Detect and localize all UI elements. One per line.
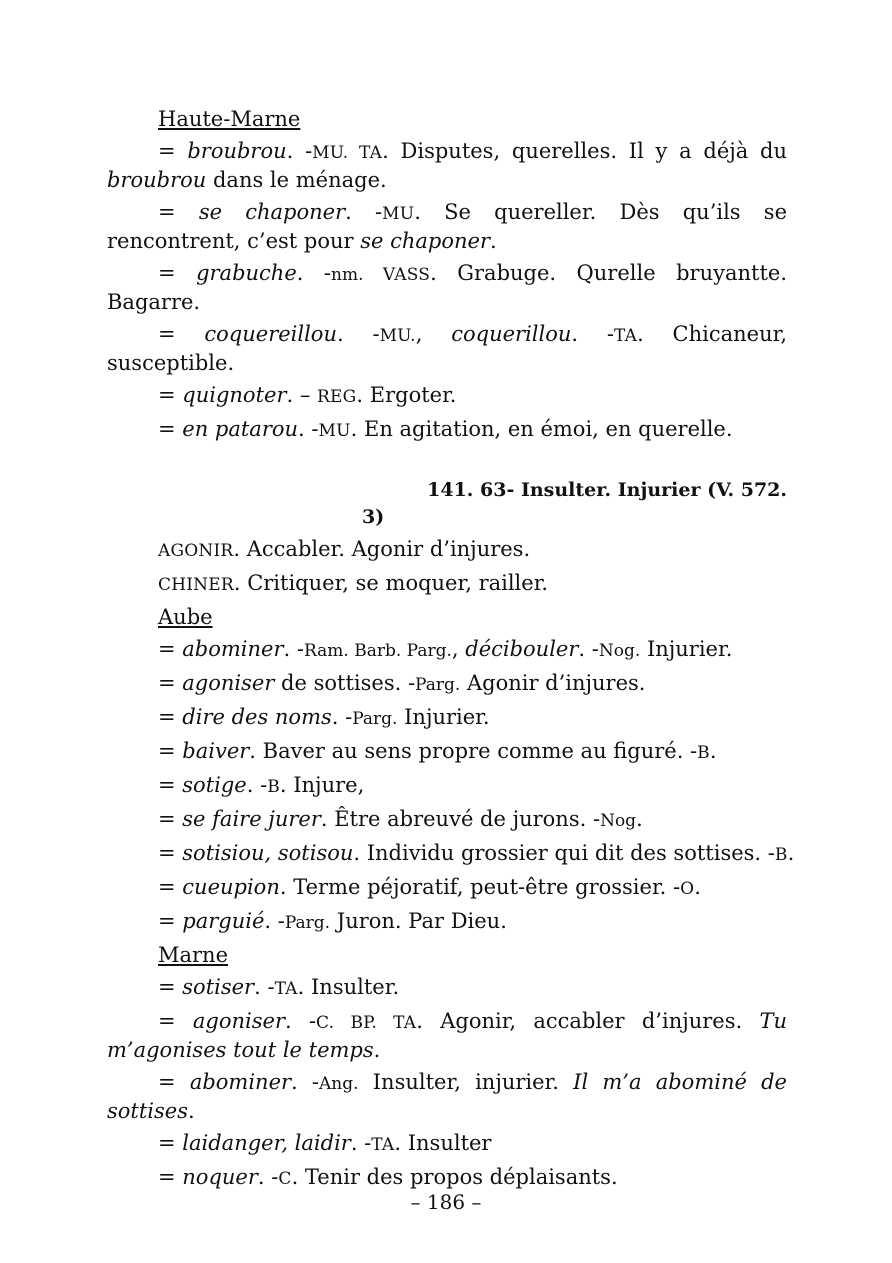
region-heading-aube: Aube [158,605,213,629]
entry-sotiser: = sotiser. -TA. Insulter. [158,975,400,999]
document-body [107,106,795,1198]
page-number: – 186 – [410,1190,482,1214]
entry-baiver: = baiver. Baver au sens propre comme au figuré. -B. [158,739,717,763]
entry-sotisiou: = sotisiou, sotisou. Individu grossier qui dit des sottises. -B. [158,841,795,865]
entry-chiner: CHINER. Critiquer, se moquer, railler. [158,571,549,595]
section-title-line2: 3) [362,506,385,528]
entry-agoniser-marne: = agoniser. -C. BP. TA. Agonir, accabler d’injures. Tu m’agonises tout le temps. [107,1009,787,1062]
region-heading-marne: Marne [158,943,229,967]
entry-sotige: = sotige. -B. Injure, [158,773,365,797]
entry-parguie: = parguié. -Parg. Juron. Par Dieu. [158,909,507,933]
entry-se-faire-jurer: = se faire jurer. Être abreuvé de jurons. -Nog. [158,807,643,831]
entry-dire-des-noms: = dire des noms. -Parg. Injurier. [158,705,490,729]
entry-broubrou: = broubrou. -MU. TA. Disputes, querelles. Il y a déjà du broubrou dans le ménage. [107,139,787,192]
entry-abominer-aube: = abominer. -Ram. Barb. Parg., décibouler. -Nog. Injurier. [158,637,733,661]
entry-abominer-marne: = abominer. -Ang. Insulter, injurier. Il m’a abominé de sottises. [107,1070,787,1123]
entry-quignoter: = quignoter. – REG. Ergoter. [158,383,457,407]
entry-noquer: = noquer. -C. Tenir des propos déplaisants. [158,1165,618,1189]
entry-coquereillou: = coquereillou. -MU., coquerillou. -TA. Chicaneur, susceptible. [107,322,788,375]
entry-agoniser-aube: = agoniser de sottises. -Parg. Agonir d’injures. [158,671,646,695]
entry-agonir: AGONIR. Accabler. Agonir d’injures. [158,537,531,561]
entry-grabuche: = grabuche. -nm. VASS. Grabuge. Qurelle bruyantte. Bagarre. [107,261,787,314]
section-spacer [107,450,787,477]
entry-se-chaponer: = se chaponer. -MU. Se quereller. Dès qu’ils se rencontrent, c’est pour se chaponer. [107,200,787,253]
entry-cueupion: = cueupion. Terme péjoratif, peut-être grossier. -O. [158,875,701,899]
section-title-line1: 141. 63- Insulter. Injurier (V. 572. [427,479,787,501]
section-title [107,477,787,531]
region-heading-haute-marne: Haute-Marne [158,107,301,131]
entry-laidanger: = laidanger, laidir. -TA. Insulter [158,1131,492,1155]
entry-en-patarou: = en patarou. -MU. En agitation, en émoi, en querelle. [158,417,733,441]
